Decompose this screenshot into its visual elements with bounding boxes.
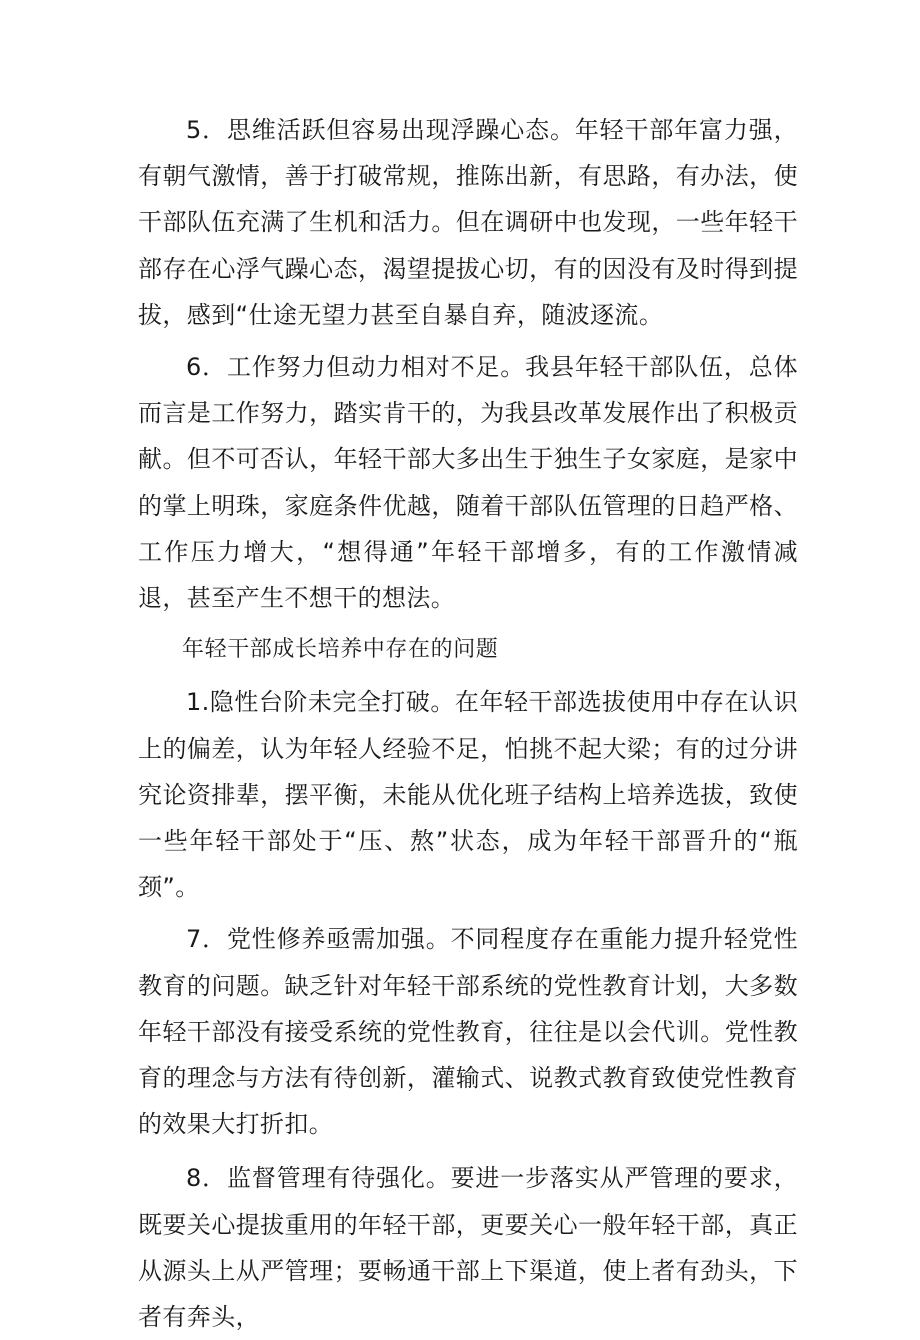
paragraph-5: 5．思维活跃但容易出现浮躁心态。年轻干部年富力强，有朝气激情，善于打破常规，推陈出新，有思路，有办法，使干部队伍充满了生机和活力。但在调研中也发现，一些年轻干部存在心浮气躁心态，渴望提拔心切，有的因没有及时得到提拔，感到“仕途无望力甚至自暴自弃，随波逐流。 <box>138 116 798 329</box>
document-body <box>138 107 798 1340</box>
section-heading: 年轻干部成长培养中存在的问题 <box>182 637 499 663</box>
paragraph-1: 1.隐性台阶未完全打破。在年轻干部选拔使用中存在认识上的偏差，认为年轻人经验不足，怕挑不起大梁；有的过分讲究论资排辈，摆平衡，未能从优化班子结构上培养选拔，致使一些年轻干部处于“压、熬”状态，成为年轻干部晋升的“瓶颈”。 <box>138 688 798 902</box>
paragraph-6: 6．工作努力但动力相对不足。我县年轻干部队伍，总体而言是工作努力，踏实肯干的，为我县改革发展作出了积极贡献。但不可否认，年轻干部大多出生于独生子女家庭，是家中的掌上明珠，家庭条件优越，随着干部队伍管理的日趋严格、工作压力增大，“想得通”年轻干部增多，有的工作激情减退，甚至产生不想干的想法。 <box>138 353 798 613</box>
paragraph-8: 8．监督管理有待强化。要进一步落实从严管理的要求，既要关心提拔重用的年轻干部，更要关心一般年轻干部，真正从源头上从严管理；要畅通干部上下渠道，使上者有劲头，下者有奔头， <box>138 1164 798 1332</box>
paragraph-7: 7．党性修养亟需加强。不同程度存在重能力提升轻党性教育的问题。缺乏针对年轻干部系统的党性教育计划，大多数年轻干部没有接受系统的党性教育，往往是以会代训。党性教育的理念与方法有待创新，灌输式、说教式教育致使党性教育的效果大打折扣。 <box>138 925 798 1139</box>
